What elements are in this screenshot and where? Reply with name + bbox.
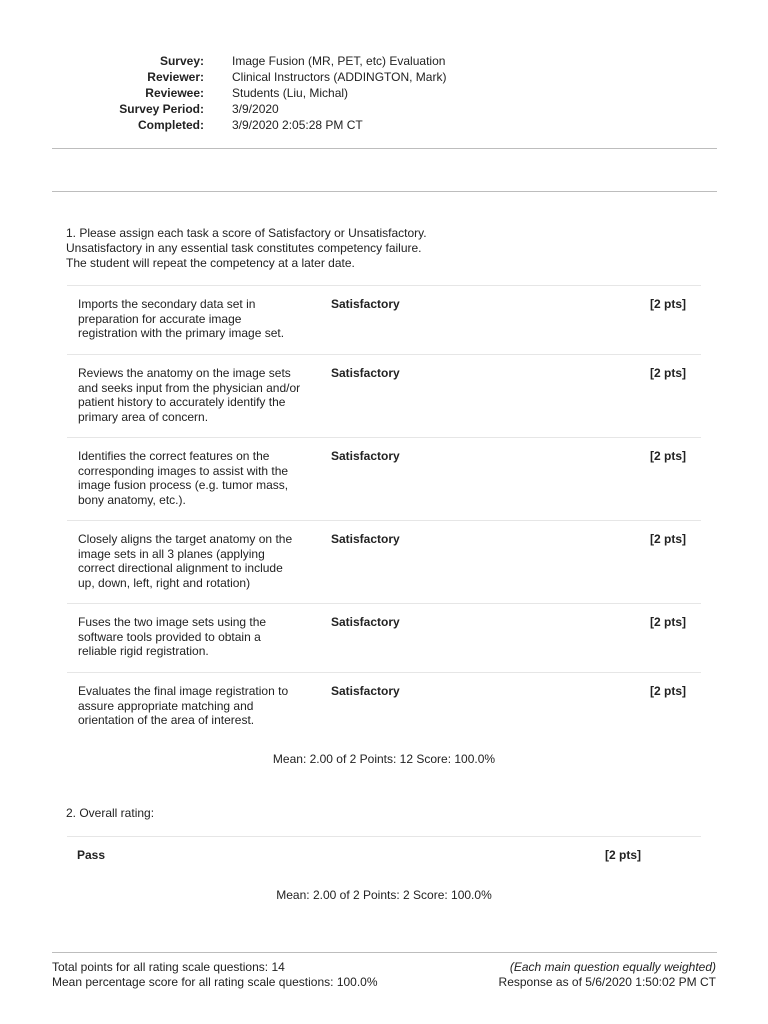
reviewee-row [0, 86, 768, 102]
task-description-line: corresponding images to assist with the [78, 463, 289, 478]
task-rating: Satisfactory [331, 684, 400, 698]
reviewer-label: Reviewer: [147, 70, 204, 84]
task-description [78, 684, 318, 728]
question-1-summary: Mean: 2.00 of 2 Points: 12 Score: 100.0% [272, 752, 496, 766]
task-description-line: patient history to accurately identify the [78, 395, 286, 410]
task-description-line: reliable rigid registration. [78, 644, 209, 659]
question-2-summary: Mean: 2.00 of 2 Points: 2 Score: 100.0% [276, 888, 492, 902]
task-rating: Satisfactory [331, 366, 400, 380]
task-points: [2 pts] [650, 366, 686, 380]
task-row [67, 437, 701, 520]
completed-row [0, 118, 768, 134]
task-rating: Satisfactory [331, 532, 400, 546]
task-description [78, 297, 318, 341]
task-description [78, 366, 318, 424]
task-description-line: and seeks input from the physician and/or [78, 380, 301, 395]
task-description-line: registration with the primary image set. [78, 326, 285, 341]
completed-value: 3/9/2020 2:05:28 PM CT [232, 118, 363, 132]
task-description-line: primary area of concern. [78, 409, 209, 424]
task-description-line: image fusion process (e.g. tumor mass, [78, 478, 289, 493]
survey-row [0, 54, 768, 70]
reviewer-value: Clinical Instructors (ADDINGTON, Mark) [232, 70, 447, 84]
task-description-line: Identifies the correct features on the [78, 449, 270, 463]
task-description-line: Imports the secondary data set in [78, 297, 256, 311]
task-points: [2 pts] [650, 297, 686, 311]
task-description [78, 449, 318, 507]
weighting-note: (Each main question equally weighted) [509, 960, 716, 974]
task-description-line: assure appropriate matching and [78, 698, 254, 713]
question-1-line: Unsatisfactory in any essential task constitutes competency failure. [66, 241, 422, 255]
task-description-line: Fuses the two image sets using the [78, 615, 267, 629]
task-row [67, 603, 701, 672]
task-list [67, 285, 701, 741]
reviewer-row [0, 70, 768, 86]
survey-metadata [0, 54, 768, 134]
task-points: [2 pts] [650, 615, 686, 629]
total-points-text: Total points for all rating scale questions: 14 [52, 960, 285, 974]
task-row [67, 285, 701, 354]
task-points: [2 pts] [650, 449, 686, 463]
task-description-line: bony anatomy, etc.). [78, 492, 186, 507]
question-1-line: 1. Please assign each task a score of Satisfactory or Unsatisfactory. [66, 226, 427, 240]
task-points: [2 pts] [650, 684, 686, 698]
survey-period-row [0, 102, 768, 118]
task-rating: Satisfactory [331, 297, 400, 311]
task-description-line: Closely aligns the target anatomy on the [78, 532, 293, 546]
footer-divider [52, 952, 717, 953]
footer-totals [52, 960, 378, 990]
survey-label: Survey: [159, 54, 204, 68]
reviewee-value: Students (Liu, Michal) [232, 86, 349, 100]
task-description-line: up, down, left, right and rotation) [78, 575, 251, 590]
task-description-line: Reviews the anatomy on the image sets [78, 366, 291, 380]
task-rating: Satisfactory [331, 615, 400, 629]
survey-value: Image Fusion (MR, PET, etc) Evaluation [232, 54, 446, 68]
survey-period-value: 3/9/2020 [232, 102, 279, 116]
response-timestamp: Response as of 5/6/2020 1:50:02 PM CT [498, 975, 716, 989]
task-row [67, 672, 701, 741]
task-description [78, 532, 318, 590]
task-description-line: preparation for accurate image [78, 311, 242, 326]
overall-rating-row [67, 836, 701, 877]
task-row [67, 520, 701, 603]
task-description-line: orientation of the area of interest. [78, 713, 255, 728]
task-points: [2 pts] [650, 532, 686, 546]
divider [52, 191, 717, 192]
task-description-line: software tools provided to obtain a [78, 629, 261, 644]
task-description [78, 615, 318, 659]
reviewee-label: Reviewee: [145, 86, 204, 100]
task-description-line: image sets in all 3 planes (applying [78, 546, 265, 561]
overall-rating-points: [2 pts] [605, 848, 641, 862]
mean-percentage-text: Mean percentage score for all rating scale questions: 100.0% [52, 975, 378, 989]
task-rating: Satisfactory [331, 449, 400, 463]
footer-response-info [499, 960, 716, 990]
divider [52, 148, 717, 149]
question-2-text: 2. Overall rating: [66, 806, 155, 820]
task-description-line: Evaluates the final image registration to [78, 684, 289, 698]
survey-period-label: Survey Period: [119, 102, 204, 116]
task-row [67, 354, 701, 437]
overall-rating-value: Pass [77, 848, 106, 862]
task-description-line: correct directional alignment to include [78, 561, 283, 576]
completed-label: Completed: [138, 118, 204, 132]
question-1-line: The student will repeat the competency at a later date. [66, 256, 355, 270]
question-1-text [66, 226, 506, 271]
